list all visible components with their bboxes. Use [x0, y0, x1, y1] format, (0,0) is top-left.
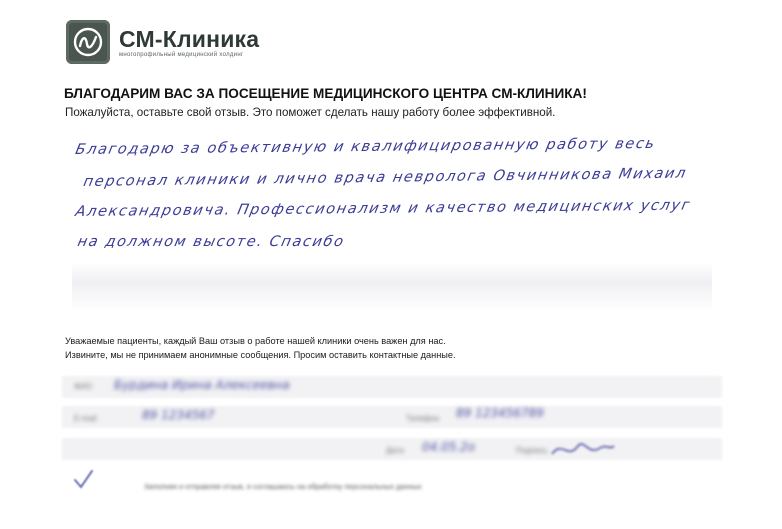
handwritten-review — [62, 134, 722, 324]
brand-name: СМ-Клиника — [119, 25, 260, 52]
contact-form — [62, 372, 722, 502]
notice-line-2: Извините, мы не принимаем анонимные сообщения. Просим оставить контактные данные. — [65, 350, 456, 360]
consent-text: Заполняя и отправляя отзыв, я соглашаюсь на обработку персональных данных — [144, 482, 422, 491]
signature-mark — [548, 432, 618, 462]
phone-value: 89 123456789 — [456, 406, 544, 420]
review-line: на должном высоте. Спасибо — [76, 234, 347, 250]
logo-mark-icon — [66, 20, 110, 64]
notice-line-1: Уважаемые пациенты, каждый Ваш отзыв о работе нашей клиники очень важен для нас. — [65, 336, 446, 346]
email-label: E-mail — [74, 414, 97, 423]
page-subtitle: Пожалуйста, оставьте свой отзыв. Это поможет сделать нашу работу более эффективной. — [65, 106, 556, 119]
brand-tagline: многопрофильный медицинский холдинг — [119, 51, 244, 58]
email-value: 89 1234567 — [142, 408, 215, 422]
date-label: Дата — [386, 446, 404, 455]
date-value: 04.05.2o — [422, 440, 476, 454]
page-title: БЛАГОДАРИМ ВАС ЗА ПОСЕЩЕНИЕ МЕДИЦИНСКОГО ЦЕНТРА СМ-КЛИНИКА! — [64, 86, 587, 101]
review-line: Благодарю за объективную и квалифицированную работу весь — [74, 135, 658, 158]
review-line: Александровича. Профессионализм и качество медицинских услуг — [74, 197, 693, 220]
phone-label: Телефон — [406, 414, 440, 423]
name-value: Бурдина Ирина Алексеевна — [114, 378, 290, 392]
name-label: ФИО — [74, 382, 93, 391]
blank-area — [72, 262, 712, 312]
signature-label: Подпись — [516, 446, 548, 455]
review-line: персонал клиники и лично врача невролога Овчинникова Михаил — [82, 165, 689, 190]
logo-text — [119, 27, 259, 58]
clinic-logo — [66, 20, 259, 64]
consent-checkmark-icon[interactable] — [72, 468, 94, 490]
